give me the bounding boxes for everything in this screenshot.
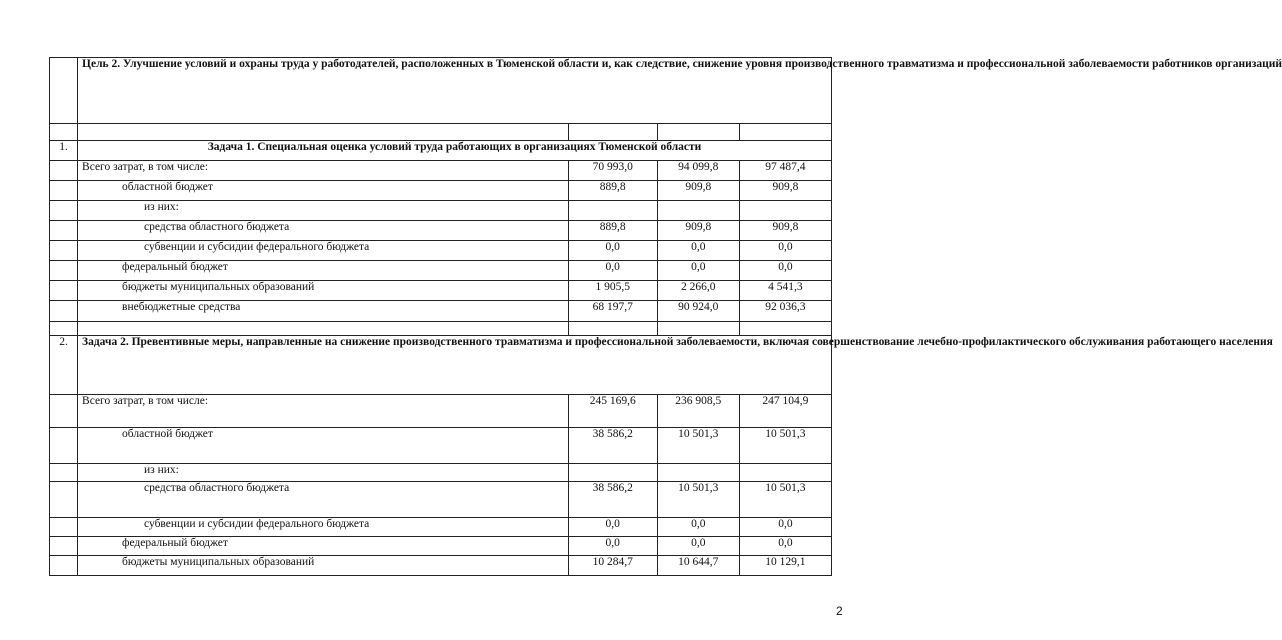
value-cell: 10 644,7 xyxy=(657,556,739,576)
task2-number: 2. xyxy=(50,336,78,395)
row-label: внебюджетные средства xyxy=(78,301,569,322)
page-number: 2 xyxy=(836,604,843,618)
value-cell: 0,0 xyxy=(739,518,831,537)
table-row xyxy=(50,221,832,241)
value-cell: 0,0 xyxy=(657,241,739,261)
value-cell: 889,8 xyxy=(568,221,657,241)
goal-title: Цель 2. Улучшение условий и охраны труда у работодателей, расположенных в Тюменской области и, как следствие, снижение уровня производственного травматизма и профессиональной заболеваемости работников организаций xyxy=(78,58,832,124)
value-cell: 68 197,7 xyxy=(568,301,657,322)
row-label: федеральный бюджет xyxy=(78,537,569,556)
table-row xyxy=(50,181,832,201)
value-cell: 10 501,3 xyxy=(657,428,739,464)
budget-table xyxy=(49,57,1282,576)
value-cell: 92 036,3 xyxy=(739,301,831,322)
table-row xyxy=(50,281,832,301)
row-label: субвенции и субсидии федерального бюджета xyxy=(78,241,569,261)
row-label: Всего затрат, в том числе: xyxy=(78,161,569,181)
value-cell: 10 501,3 xyxy=(739,482,831,518)
task1-title: Задача 1. Специальная оценка условий труда работающих в организациях Тюменской области xyxy=(78,141,832,161)
value-cell: 889,8 xyxy=(568,181,657,201)
task2-header-row xyxy=(50,336,832,395)
table-row xyxy=(50,537,832,556)
row-label: из них: xyxy=(78,464,569,482)
table-row xyxy=(50,464,832,482)
value-cell: 97 487,4 xyxy=(739,161,831,181)
value-cell: 0,0 xyxy=(568,261,657,281)
row-label: из них: xyxy=(78,201,569,221)
table-row xyxy=(50,482,832,518)
row-label: субвенции и субсидии федерального бюджета xyxy=(78,518,569,537)
value-cell xyxy=(568,201,657,221)
table-row xyxy=(50,161,832,181)
row-label: федеральный бюджет xyxy=(78,261,569,281)
table-row xyxy=(50,428,832,464)
value-cell xyxy=(739,464,831,482)
value-cell: 38 586,2 xyxy=(568,482,657,518)
value-cell: 909,8 xyxy=(657,181,739,201)
row-label: бюджеты муниципальных образований xyxy=(78,281,569,301)
row-label: Всего затрат, в том числе: xyxy=(78,395,569,428)
value-cell: 10 501,3 xyxy=(739,428,831,464)
value-cell: 0,0 xyxy=(739,241,831,261)
row-label: областной бюджет xyxy=(78,181,569,201)
value-cell: 10 129,1 xyxy=(739,556,831,576)
value-cell: 236 908,5 xyxy=(657,395,739,428)
spacer-row xyxy=(50,124,832,141)
task2-title: Задача 2. Превентивные меры, направленные на снижение производственного травматизма и профессиональной заболеваемости, включая совершенствование лечебно-профилактического обслуживания работающего населения xyxy=(78,336,832,395)
value-cell xyxy=(739,201,831,221)
goal-row xyxy=(50,58,832,124)
value-cell xyxy=(568,464,657,482)
table-row xyxy=(50,556,832,576)
task1-number: 1. xyxy=(50,141,78,161)
value-cell: 10 284,7 xyxy=(568,556,657,576)
row-label: средства областного бюджета xyxy=(78,221,569,241)
value-cell: 245 169,6 xyxy=(568,395,657,428)
table-row xyxy=(50,301,832,322)
value-cell: 0,0 xyxy=(657,518,739,537)
row-label: областной бюджет xyxy=(78,428,569,464)
table-row xyxy=(50,261,832,281)
task1-header-row xyxy=(50,141,832,161)
table-row xyxy=(50,201,832,221)
table-row xyxy=(50,395,832,428)
value-cell xyxy=(657,201,739,221)
value-cell: 70 993,0 xyxy=(568,161,657,181)
value-cell: 4 541,3 xyxy=(739,281,831,301)
value-cell xyxy=(657,464,739,482)
value-cell: 0,0 xyxy=(739,537,831,556)
value-cell: 247 104,9 xyxy=(739,395,831,428)
value-cell: 0,0 xyxy=(739,261,831,281)
value-cell: 0,0 xyxy=(568,518,657,537)
spacer-row xyxy=(50,322,832,336)
value-cell: 909,8 xyxy=(739,221,831,241)
value-cell: 0,0 xyxy=(568,537,657,556)
value-cell: 909,8 xyxy=(657,221,739,241)
value-cell: 909,8 xyxy=(739,181,831,201)
value-cell: 2 266,0 xyxy=(657,281,739,301)
value-cell: 10 501,3 xyxy=(657,482,739,518)
goal-number-cell xyxy=(50,58,78,124)
value-cell: 0,0 xyxy=(657,537,739,556)
row-label: средства областного бюджета xyxy=(78,482,569,518)
value-cell: 90 924,0 xyxy=(657,301,739,322)
value-cell: 1 905,5 xyxy=(568,281,657,301)
value-cell: 0,0 xyxy=(657,261,739,281)
value-cell: 38 586,2 xyxy=(568,428,657,464)
row-label: бюджеты муниципальных образований xyxy=(78,556,569,576)
value-cell: 0,0 xyxy=(568,241,657,261)
value-cell: 94 099,8 xyxy=(657,161,739,181)
table-row xyxy=(50,241,832,261)
table-row xyxy=(50,518,832,537)
